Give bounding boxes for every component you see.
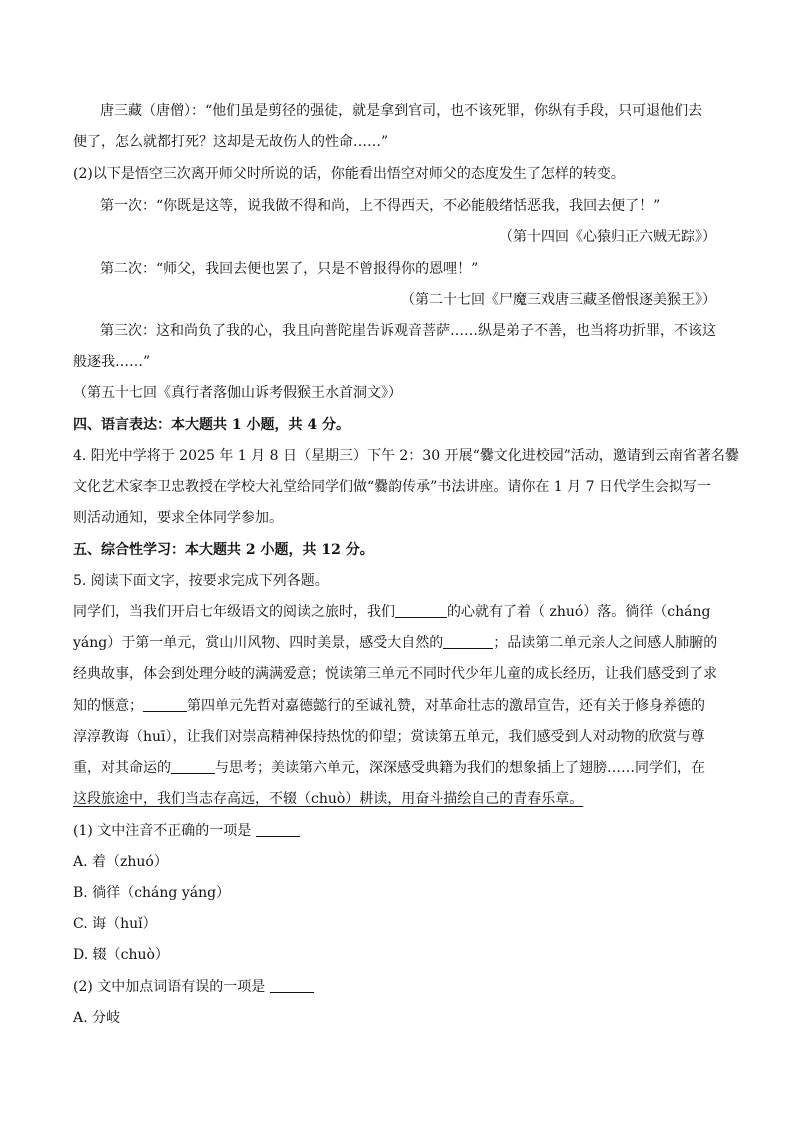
fill-blank-1[interactable] — [395, 603, 447, 618]
dialogue-tang-sanzang-line2: 便了，怎么就都打死？这却是无故伤人的性命……” — [73, 134, 389, 150]
option-a: A. 着（zhuó） — [73, 854, 168, 870]
passage-line4 — [73, 696, 705, 716]
passage-line3: 经典故事，体会到处理分岐的满满爱意；悦读第三单元不同时代少年儿童的成长经历，让我们感受到了求 — [73, 666, 717, 682]
quote-first-time: 第一次：“你既是这等，说我做不得和尚，上不得西天，不必能般绪恬恶我，我回去便了！” — [100, 198, 661, 214]
source-chapter-57: （第五十七回《真行者落伽山诉考假猴王水首洞文》） — [73, 385, 402, 401]
quote-second-time: 第二次：“师父，我回去便也罢了，只是不曾报得你的恩哩！” — [100, 261, 479, 277]
option-c: C. 诲（huǐ） — [73, 916, 157, 932]
passage-line1-a: 同学们，当我们开启七年级语文的阅读之旅时，我们 — [73, 604, 395, 620]
subquestion-1 — [73, 821, 300, 841]
passage-line6 — [73, 758, 705, 778]
fill-blank-2[interactable] — [443, 634, 493, 649]
option-d: D. 辍（chuò） — [73, 947, 169, 963]
passage-line1-b: 的心就有了着（ zhuó）落。徜徉（cháng — [447, 604, 711, 620]
answer-blank-1[interactable] — [256, 822, 300, 837]
question-4-line1: 4. 阳光中学将于 2025 年 1 月 8 日（星期三）下午 2：30 开展“爨文化进校园”活动，邀请到云南省著名爨 — [73, 448, 739, 464]
section-5-heading: 五、综合性学习：本大题共 2 小题，共 12 分。 — [73, 542, 374, 558]
question-4-line2: 文化艺术家李卫忠教授在学校大礼堂给同学们做“爨韵传承”书法讲座。请你在 1 月 7 日代学生会拟写一 — [73, 479, 711, 495]
subquestion-2 — [73, 977, 314, 997]
section-4-heading: 四、语言表达：本大题共 1 小题，共 4 分。 — [73, 417, 350, 433]
passage-line5: 淳淳教诲（huī），让我们对崇高精神保持热忱的仰望；赏读第五单元，我们感受到人对动物的欣赏与尊 — [73, 729, 705, 745]
passage-line1 — [73, 602, 710, 622]
question-4-line3: 则活动通知，要求全体同学参加。 — [73, 510, 283, 526]
option-2a: A. 分岐 — [73, 1010, 121, 1026]
source-chapter-27: （第二十七回《尸魔三戏唐三藏圣僧恨逐美猴王》） — [401, 292, 716, 308]
subquestion-2-text: (2) 文中加点词语有误的一项是 — [73, 979, 266, 995]
answer-blank-2[interactable] — [270, 978, 314, 993]
passage-line4-b: 第四单元先哲对嘉德懿行的至诚礼赞，对革命壮志的激昂宣告，还有关于修身养德的 — [187, 698, 705, 714]
fill-blank-4[interactable] — [171, 759, 215, 774]
passage-line2 — [73, 633, 717, 653]
passage-line6-a: 重，对其命运的 — [73, 760, 171, 776]
dialogue-tang-sanzang-line1: 唐三藏（唐僧）：“他们虽是剪径的强徒，就是拿到官司，也不该死罪，你纵有手段，只可退他们去 — [100, 103, 703, 119]
passage-line6-b: 与思考；美读第六单元，深深感受典籍为我们的想象插上了翅膀……同学们，在 — [215, 760, 705, 776]
subquestion-1-text: (1) 文中注音不正确的一项是 — [73, 823, 252, 839]
passage-line2-b: ；品读第二单元亲人之间感人肺腑的 — [493, 635, 718, 651]
option-b: B. 徜徉（cháng yáng） — [73, 885, 231, 901]
question-2-prompt: (2)以下是悟空三次离开师父时所说的话，你能看出悟空对师父的态度发生了怎样的转变。 — [73, 166, 625, 182]
source-chapter-14: （第十四回《心猿归正六贼无踪》） — [499, 229, 716, 245]
quote-third-time-line1: 第三次：这和尚负了我的心，我且向普陀崖告诉观音菩萨……纵是弟子不善，也当将功折罪，不该这 — [100, 323, 716, 339]
fill-blank-3[interactable] — [143, 697, 187, 712]
passage-line4-a: 知的惬意； — [73, 698, 143, 714]
quote-third-time-line2: 般逐我……” — [73, 354, 151, 370]
passage-line7-underlined: 这段旅途中，我们当志存高远，不辍（chuò）耕读，用奋斗描绘自己的青春乐章。 — [73, 791, 584, 807]
question-5-prompt: 5. 阅读下面文字，按要求完成下列各题。 — [73, 573, 329, 589]
passage-line2-a: yáng）于第一单元，赏山川风物、四时美景，感受大自然的 — [73, 635, 444, 651]
